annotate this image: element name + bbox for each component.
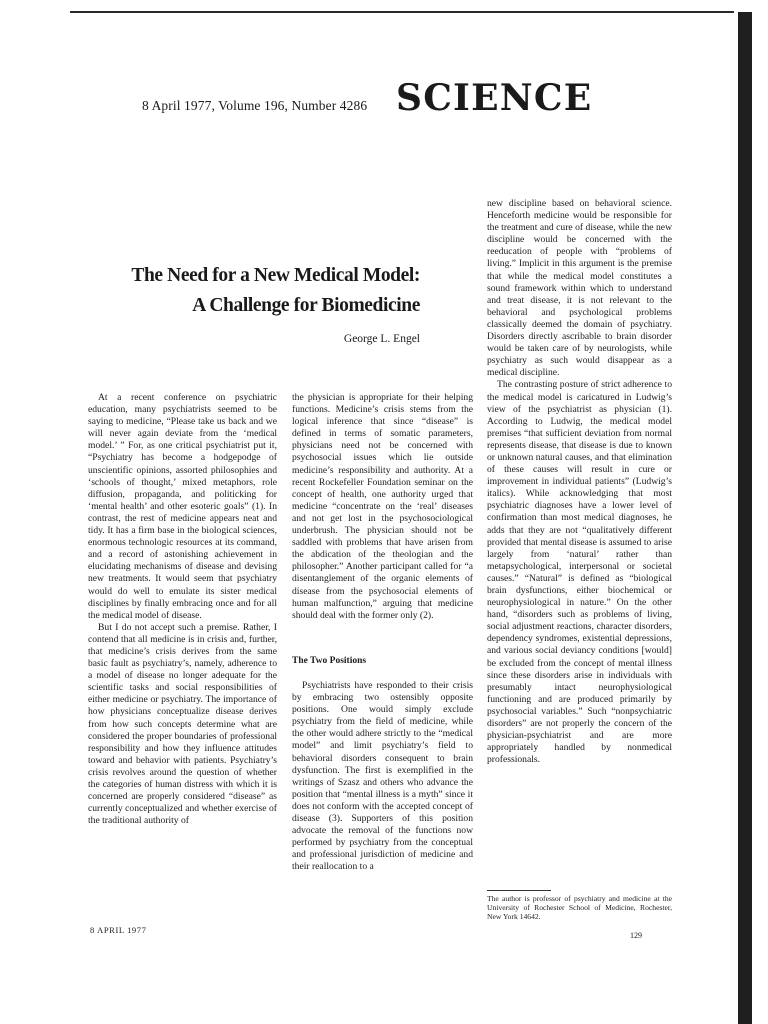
paragraph: Psychiatrists have responded to their crisis by embracing two ostensibly opposite positions. One would simply exclude psychiatry from the field of medicine, while the other would adhere strictly to the “medical model” and limit psychiatry’s field to behavioral disorders consequent to brain dysfunction. The first is exemplified in the writings of Szasz and others who advance the position that “mental illness is a myth” since it does not conform with the accepted concept of disease (3). Supporters of this position advocate the removal of the functions now performed by psychiatry from the conceptual and professional jurisdiction of medicine and their reallocation to a <box>292 680 473 873</box>
paragraph: At a recent conference on psychiatric education, many psychiatrists seemed to be saying to medicine, “Please take us back and we will never again deviate from the ‘medical model.’ ” For, as one critical psychiatrist put it, “Psychiatry has become a hodgepodge of unscientific opinions, assorted philosophies and ‘schools of thought,’ mixed metaphors, role diffusion, propaganda, and politicking for ‘mental health’ and other esoteric goals” (1). In contrast, the rest of medicine appears neat and tidy. It has a firm base in the biological sciences, enormous technologic resources at its command, and a record of astonishing achievement in elucidating mechanisms of disease and devising new treatments. It would seem that psychiatry would do well to emulate its sister medical disciplines by finally embracing once and for all the medical model of disease. <box>88 392 277 621</box>
page-number: 129 <box>630 931 642 940</box>
article-title-line-2: A Challenge for Biomedicine <box>192 295 420 316</box>
author-byline: George L. Engel <box>343 333 420 345</box>
issue-line: 8 April 1977, Volume 196, Number 4286 <box>142 98 368 113</box>
journal-title: SCIENCE <box>396 77 593 119</box>
author-footnote: The author is professor of psychiatry and medicine at the University of Rochester School of Medicine, Rochester, New York 14642. <box>487 894 672 921</box>
page-top-border <box>70 11 734 13</box>
folio-date: 8 APRIL 1977 <box>90 925 147 935</box>
text-column-2-bottom <box>292 680 473 924</box>
text-column-3 <box>487 198 672 878</box>
footnote-rule <box>487 890 551 891</box>
article-title-line-1: The Need for a New Medical Model: <box>131 265 420 286</box>
paragraph: the physician is appropriate for their helping functions. Medicine’s crisis stems from the logical inference that since “disease” is defined in terms of somatic parameters, physicians need not be concerned with psychosocial issues which lie outside medicine’s responsibility and authority. At a recent Rockefeller Foundation seminar on the concept of health, one authority urged that medicine “concentrate on the ‘real’ diseases and not get lost in the psychosociological underbrush. The physician should not be saddled with problems that have arisen from the abdication of the theologian and the philosopher.” Another participant called for “a disentanglement of the organic elements of disease from the psychosocial elements of human malfunction,” arguing that medicine should deal with the former only (2). <box>292 392 473 621</box>
page-right-edge-shadow <box>738 12 752 1024</box>
paragraph: new discipline based on behavioral science. Henceforth medicine would be responsible for the treatment and cure of disease, while the new discipline would be concerned with the reeducation of people with “problems of living.” Implicit in this argument is the premise that while the medical model constitutes a sound framework within which to understand and treat disease, it is not relevant to the behavioral and psychological problems classically deemed the domain of psychiatry. Disorders directly ascribable to brain disorder would be taken care of by neurologists, while psychiatry as such would disappear as a medical discipline. <box>487 198 672 379</box>
text-column-2-top <box>292 392 473 621</box>
text-column-1 <box>88 392 277 912</box>
paragraph: The contrasting posture of strict adherence to the medical model is caricatured in Ludwig’s view of the psychiatrist as physician (1). According to Ludwig, the medical model premises “that sufficient deviation from normal represents disease, that disease is due to known or unknown natural causes, and that elimination of these causes will result in cure or improvement in individual patients” (Ludwig’s italics). While acknowledging that most psychiatric diagnoses have a lower level of confirmation than most medical diagnoses, he adds that they are not “qualitatively different provided that mental disease is assumed to arise largely from ‘natural’ rather than metapsychological, interpersonal or societal causes.” “Natural” is defined as “biological brain dysfunctions, either biochemical or neurophysiological in nature.” On the other hand, “disorders such as problems of living, social adjustment reactions, character disorders, dependency syndromes, existential depressions, and various social deviancy conditions [would] be excluded from the concept of mental illness since these disorders arise in individuals with presumably intact neurophysiological functioning and are produced primarily by psychosocial variables.” Such “nonpsychiatric disorders” are not properly the concern of the physician-psychiatrist and are more appropriately handled by nonmedical professionals. <box>487 379 672 766</box>
paragraph: But I do not accept such a premise. Rather, I contend that all medicine is in crisis and, further, that medicine’s crisis derives from the same basic fault as psychiatry’s, namely, adherence to a model of disease no longer adequate for the scientific tasks and social responsibilities of either medicine or psychiatry. The importance of how physicians conceptualize disease derives from how such concepts determine what are considered the proper boundaries of professional responsibility and how they influence attitudes toward and behavior with patients. Psychiatry’s crisis revolves around the question of whether the categories of human distress with which it is concerned are properly considered “disease” as currently conceptualized and whether exercise of the traditional authority of <box>88 621 277 827</box>
section-heading: The Two Positions <box>292 656 367 666</box>
